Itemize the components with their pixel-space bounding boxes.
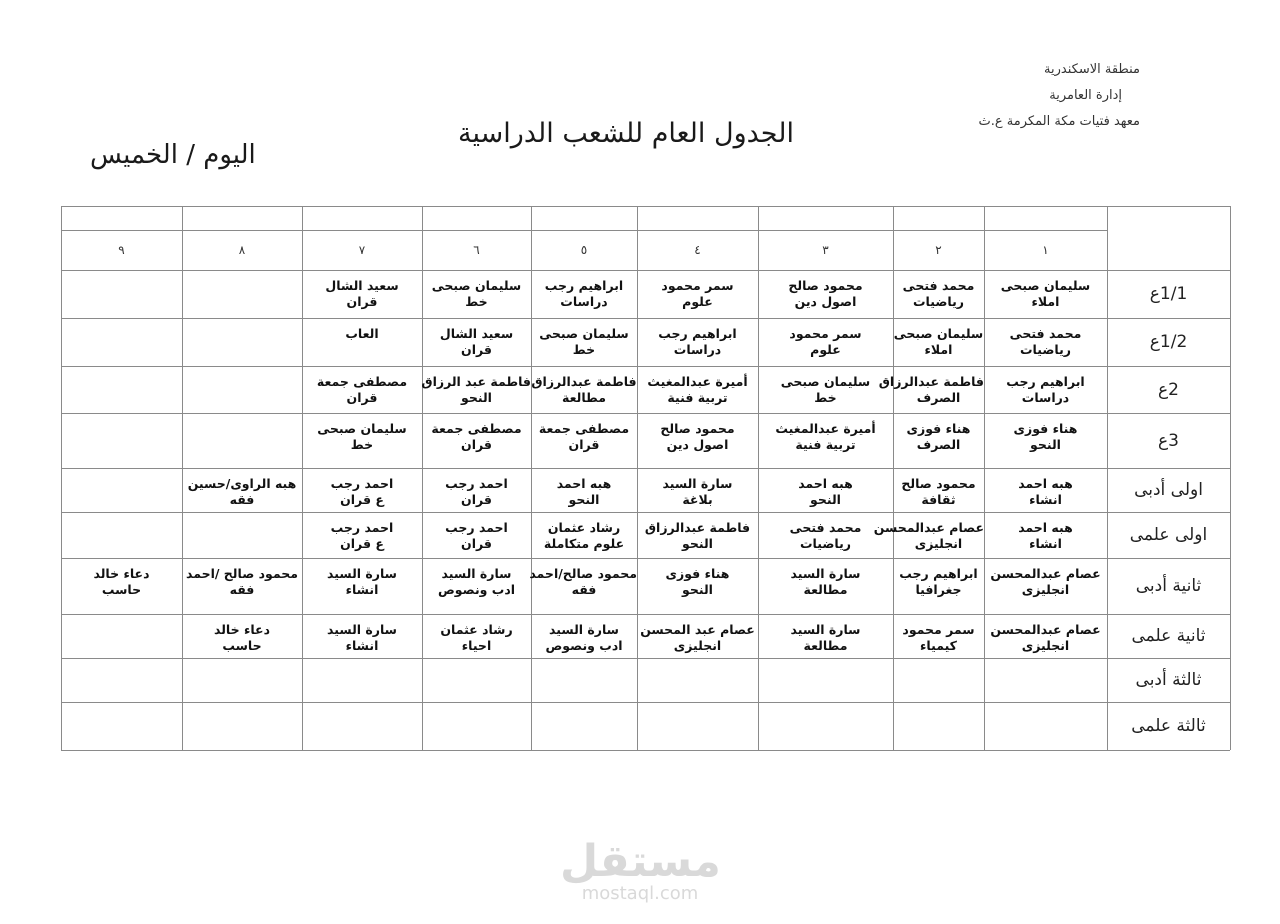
schedule-cell: [893, 702, 984, 750]
teacher-name: ابراهيم رجب: [1006, 374, 1085, 389]
teacher-name: عصام عبدالمحسن: [990, 622, 1101, 637]
schedule-cell: [302, 614, 422, 658]
schedule-cell: [984, 413, 1107, 468]
subject-name: النحو: [568, 492, 600, 507]
subject-name: املاء: [924, 342, 953, 357]
schedule-cell: [302, 468, 422, 512]
header-school: معهد فتيات مكة المكرمة ع.ث: [978, 114, 1140, 129]
teacher-name: سمر محمود: [789, 326, 862, 341]
teacher-name: سليمان صبحى: [780, 374, 871, 389]
teacher-name: مصطفى جمعة: [538, 421, 630, 436]
schedule-cell: [637, 614, 758, 658]
schedule-cell: [531, 366, 637, 413]
subject-name: انجليزى: [673, 638, 722, 653]
grid-vertical-line: [1230, 206, 1231, 750]
subject-name: ع قران: [340, 492, 384, 507]
schedule-cell: [182, 270, 302, 318]
teacher-name: هناء فوزى: [665, 566, 730, 581]
schedule-cell: [893, 270, 984, 318]
schedule-cell: [422, 558, 531, 614]
teacher-name: مصطفى جمعة: [431, 421, 522, 436]
subject-name: جغرافيا: [915, 582, 962, 597]
schedule-cell: [893, 558, 984, 614]
class-label: اولى علمى: [1129, 525, 1208, 545]
schedule-cell: [422, 413, 531, 468]
teacher-name: سليمان صبحى: [539, 326, 629, 341]
teacher-name: سارة السيد: [790, 622, 861, 637]
teacher-name: محمد فتحى: [902, 278, 975, 293]
teacher-name: سارة السيد: [790, 566, 861, 581]
teacher-name: فاطمة عبدالرزاق: [531, 374, 637, 389]
subject-name: خط: [572, 342, 596, 357]
subject-name: النحو: [682, 582, 713, 597]
subject-name: فقه: [229, 492, 255, 507]
schedule-cell: [302, 270, 422, 318]
schedule-cell: [422, 614, 531, 658]
subject-name: قران: [461, 536, 492, 551]
subject-name: اصول دين: [794, 294, 857, 309]
schedule-cell: [637, 468, 758, 512]
watermark-arabic: مستقل: [560, 836, 721, 887]
teacher-name: سليمان صبحى: [317, 421, 407, 436]
subject-name: النحو: [810, 492, 841, 507]
schedule-cell: [61, 413, 182, 468]
period-number: ٣: [822, 243, 829, 257]
teacher-name: احمد رجب: [330, 476, 394, 491]
subject-name: قران: [346, 294, 378, 309]
schedule-cell: [61, 366, 182, 413]
schedule-cell: [182, 318, 302, 366]
subject-name: قران: [346, 390, 378, 405]
teacher-name: سارة السيد: [662, 476, 733, 491]
schedule-cell: [531, 558, 637, 614]
teacher-name: سارة السيد: [327, 566, 397, 581]
schedule-cell: [531, 318, 637, 366]
class-label: ثانية علمى: [1131, 626, 1206, 646]
schedule-cell: [422, 318, 531, 366]
subject-name: انجليزى: [1021, 582, 1070, 597]
subject-name: ادب ونصوص: [545, 638, 623, 653]
teacher-name: سارة السيد: [549, 622, 619, 637]
schedule-cell: [302, 658, 422, 702]
subject-name: مطالعة: [803, 638, 848, 653]
teacher-name: عصام عبدالمحسن: [873, 520, 984, 535]
period-number: ٤: [694, 243, 701, 257]
watermark-latin: mostaql.com: [581, 883, 699, 904]
schedule-cell: [302, 366, 422, 413]
schedule-cell: [893, 614, 984, 658]
header-department: إدارة العامرية: [1049, 88, 1122, 103]
subject-name: تربية فنية: [795, 437, 856, 452]
schedule-cell: [531, 512, 637, 558]
schedule-cell: [182, 614, 302, 658]
teacher-name: هبه احمد: [798, 476, 853, 491]
teacher-name: سمر محمود: [902, 622, 975, 637]
schedule-cell: [637, 366, 758, 413]
subject-name: انشاء: [1029, 536, 1062, 551]
schedule-cell: [531, 413, 637, 468]
subject-name: خط: [465, 294, 488, 309]
subject-name: فقه: [229, 582, 255, 597]
schedule-table: [61, 206, 1230, 750]
teacher-name: فاطمة عبدالرزاق: [644, 520, 751, 535]
schedule-cell: [637, 270, 758, 318]
subject-name: فقه: [571, 582, 597, 597]
schedule-cell: [531, 614, 637, 658]
teacher-name: سمر محمود: [661, 278, 734, 293]
class-label: 1/1ع: [1149, 284, 1188, 304]
class-label: اولى أدبى: [1134, 480, 1203, 500]
schedule-cell: [984, 512, 1107, 558]
schedule-cell: [531, 702, 637, 750]
schedule-cell: [182, 512, 302, 558]
subject-name: انشاء: [345, 638, 379, 653]
schedule-cell: [422, 512, 531, 558]
teacher-name: العاب: [345, 326, 379, 341]
period-number: ٨: [238, 243, 246, 257]
teacher-name: هبه احمد: [556, 476, 612, 491]
watermark: [560, 836, 721, 904]
schedule-cell: [422, 702, 531, 750]
subject-name: النحو: [1030, 437, 1061, 452]
schedule-cell: [984, 658, 1107, 702]
teacher-name: هناء فوزى: [1013, 421, 1078, 436]
subject-name: حاسب: [222, 638, 262, 653]
subject-name: رياضيات: [1019, 342, 1072, 357]
teacher-name: سارة السيد: [441, 566, 512, 581]
day-label: اليوم / الخميس: [90, 140, 256, 170]
period-number: ٢: [935, 243, 942, 257]
teacher-name: سليمان صبحى: [893, 326, 984, 341]
teacher-name: محمود صالح/احمد: [529, 566, 637, 581]
schedule-cell: [302, 558, 422, 614]
schedule-cell: [758, 614, 893, 658]
schedule-cell: [61, 270, 182, 318]
subject-name: ع قران: [340, 536, 384, 551]
subject-name: قران: [568, 437, 600, 452]
subject-name: مطالعة: [562, 390, 606, 405]
subject-name: دراسات: [673, 342, 722, 357]
subject-name: انشاء: [345, 582, 379, 597]
schedule-cell: [984, 366, 1107, 413]
subject-name: النحو: [461, 390, 492, 405]
schedule-cell: [61, 558, 182, 614]
schedule-cell: [637, 318, 758, 366]
schedule-cell: [984, 558, 1107, 614]
class-label: 3ع: [1158, 430, 1179, 451]
grid-horizontal-line: [61, 206, 1230, 207]
schedule-cell: [637, 512, 758, 558]
teacher-name: عصام عبد المحسن: [640, 622, 755, 637]
schedule-cell: [302, 318, 422, 366]
schedule-cell: [758, 468, 893, 512]
subject-name: قران: [461, 342, 492, 357]
schedule-cell: [302, 702, 422, 750]
schedule-cell: [984, 468, 1107, 512]
schedule-cell: [182, 702, 302, 750]
schedule-cell: [182, 366, 302, 413]
schedule-cell: [182, 658, 302, 702]
teacher-name: دعاء خالد: [93, 566, 150, 581]
teacher-name: محمود صالح: [660, 421, 735, 436]
subject-name: رياضيات: [799, 536, 852, 551]
subject-name: ادب ونصوص: [437, 582, 516, 597]
subject-name: علوم متكاملة: [543, 536, 625, 551]
subject-name: دراسات: [560, 294, 608, 309]
subject-name: علوم: [682, 294, 713, 309]
class-label: 1/2ع: [1149, 332, 1188, 352]
schedule-cell: [531, 468, 637, 512]
teacher-name: سليمان صبحى: [1000, 278, 1091, 293]
class-label: ثالثة علمى: [1131, 716, 1206, 736]
teacher-name: هبه احمد: [1018, 520, 1073, 535]
subject-name: اصول دين: [666, 437, 729, 452]
subject-name: انجليزى: [1021, 638, 1070, 653]
teacher-name: محمود صالح /احمد: [185, 566, 299, 581]
teacher-name: فاطمة عبدالرزاق: [878, 374, 984, 389]
schedule-cell: [422, 270, 531, 318]
schedule-cell: [758, 366, 893, 413]
teacher-name: رشاد عثمان: [547, 520, 621, 535]
teacher-name: ابراهيم رجب: [899, 566, 978, 581]
subject-name: بلاغة: [682, 492, 713, 507]
period-number: ٧: [358, 243, 366, 257]
schedule-cell: [422, 658, 531, 702]
schedule-cell: [182, 413, 302, 468]
schedule-cell: [61, 468, 182, 512]
teacher-name: ابراهيم رجب: [658, 326, 737, 341]
class-label: 2ع: [1158, 379, 1179, 400]
schedule-cell: [758, 270, 893, 318]
schedule-cell: [758, 512, 893, 558]
schedule-cell: [758, 413, 893, 468]
teacher-name: سليمان صبحى: [431, 278, 522, 293]
subject-name: مطالعة: [803, 582, 848, 597]
subject-name: النحو: [682, 536, 713, 551]
teacher-name: رشاد عثمان: [440, 622, 513, 637]
schedule-cell: [758, 558, 893, 614]
subject-name: قران: [461, 437, 492, 452]
period-number: ٦: [473, 243, 480, 257]
subject-name: انشاء: [1029, 492, 1062, 507]
teacher-name: احمد رجب: [445, 476, 508, 491]
teacher-name: احمد رجب: [330, 520, 394, 535]
teacher-name: محمود صالح: [788, 278, 863, 293]
schedule-cell: [893, 318, 984, 366]
teacher-name: هبه الراوى/حسين: [187, 476, 297, 491]
class-label: ثانية أدبى: [1135, 576, 1202, 596]
subject-name: ثقافة: [921, 492, 956, 507]
subject-name: خط: [814, 390, 837, 405]
header-region: منطقة الاسكندرية: [1044, 62, 1140, 77]
schedule-cell: [893, 658, 984, 702]
teacher-name: سعيد الشال: [439, 326, 514, 341]
schedule-cell: [878, 366, 984, 413]
schedule-cell: [61, 702, 182, 750]
subject-name: احياء: [461, 638, 492, 653]
teacher-name: محمد فتحى: [1009, 326, 1082, 341]
schedule-cell: [758, 702, 893, 750]
schedule-cell: [984, 318, 1107, 366]
schedule-cell: [422, 468, 531, 512]
schedule-cell: [873, 512, 984, 558]
schedule-cell: [637, 558, 758, 614]
teacher-name: دعاء خالد: [213, 622, 270, 637]
teacher-name: أميرة عبدالمغيث: [647, 374, 748, 389]
schedule-cell: [637, 658, 758, 702]
subject-name: خط: [350, 437, 374, 452]
schedule-cell: [302, 512, 422, 558]
schedule-cell: [637, 413, 758, 468]
teacher-name: سارة السيد: [327, 622, 397, 637]
teacher-name: محمود صالح: [901, 476, 976, 491]
subject-name: انجليزى: [914, 536, 963, 551]
schedule-cell: [984, 614, 1107, 658]
subject-name: املاء: [1031, 294, 1060, 309]
subject-name: قران: [461, 492, 492, 507]
schedule-cell: [893, 413, 984, 468]
schedule-cell: [758, 658, 893, 702]
schedule-cell: [61, 512, 182, 558]
subject-name: الصرف: [916, 390, 961, 405]
period-number: ٩: [118, 243, 125, 257]
schedule-cell: [893, 468, 984, 512]
schedule-cell: [182, 558, 302, 614]
page-title: الجدول العام للشعب الدراسية: [458, 118, 794, 149]
subject-name: حاسب: [101, 582, 142, 597]
teacher-name: هبه احمد: [1018, 476, 1073, 491]
subject-name: علوم: [810, 342, 841, 357]
schedule-cell: [637, 702, 758, 750]
schedule-cell: [531, 270, 637, 318]
teacher-name: عصام عبدالمحسن: [990, 566, 1101, 581]
schedule-cell: [61, 614, 182, 658]
schedule-cell: [758, 318, 893, 366]
teacher-name: سعيد الشال: [325, 278, 399, 293]
schedule-cell: [531, 658, 637, 702]
teacher-name: مصطفى جمعة: [316, 374, 408, 389]
subject-name: تربية فنية: [667, 390, 728, 405]
schedule-cell: [422, 366, 531, 413]
period-number: ٥: [580, 243, 588, 257]
schedule-cell: [61, 318, 182, 366]
class-label: ثالثة أدبى: [1135, 670, 1202, 690]
schedule-cell: [61, 658, 182, 702]
schedule-cell: [984, 702, 1107, 750]
subject-name: الصرف: [916, 437, 961, 452]
teacher-name: ابراهيم رجب: [544, 278, 624, 293]
schedule-cell: [302, 413, 422, 468]
teacher-name: احمد رجب: [445, 520, 508, 535]
teacher-name: هناء فوزى: [906, 421, 971, 436]
schedule-cell: [984, 270, 1107, 318]
grid-horizontal-line: [61, 750, 1230, 751]
schedule-cell: [182, 468, 302, 512]
period-number: ١: [1042, 243, 1049, 257]
teacher-name: محمد فتحى: [789, 520, 862, 535]
teacher-name: أميرة عبدالمغيث: [775, 421, 876, 436]
subject-name: كيمياء: [920, 638, 957, 653]
subject-name: رياضيات: [912, 294, 965, 309]
subject-name: دراسات: [1021, 390, 1070, 405]
teacher-name: فاطمة عبد الرزاق: [421, 374, 531, 389]
